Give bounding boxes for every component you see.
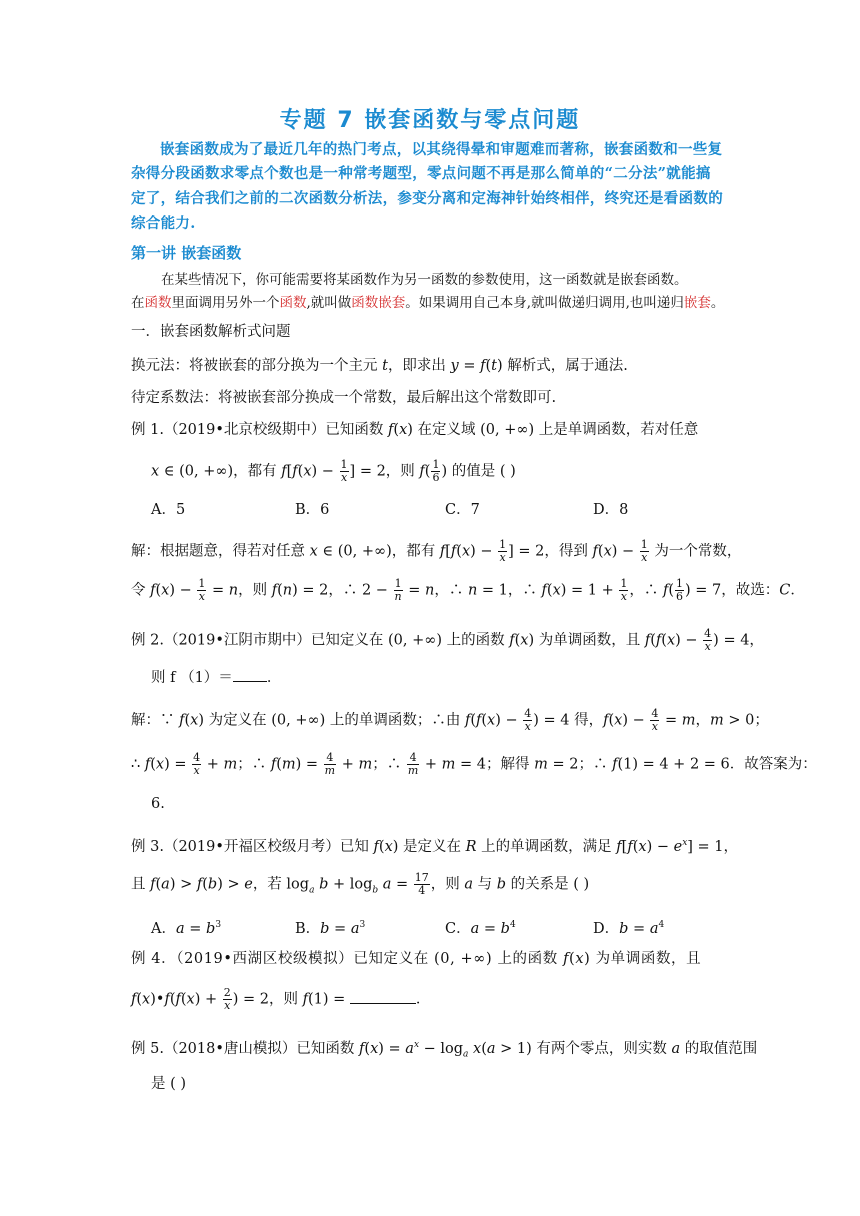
example-1-option-b: B．6 — [295, 502, 330, 518]
part-heading: 一．嵌套函数解析式问题 — [131, 324, 291, 340]
example-1-solution-2: 令 f(x) − $\frac{1}{x}$ = n，则 f(n) = 2，∴ 2 − $\frac{1}{n}$ = n，∴ n = 1，∴ f(x) = 1 + $\frac{1}{x}$ ，∴ f( $\frac{1}{6}$ ) = 7，故选：C． — [131, 577, 805, 603]
example-2-line-1: 例 2.（2019•江阴市期中）已知定义在 (0, +∞) 上的函数 f(x) 为单调函数，且 f(f(x) − $\frac{4}{x}$ ) = 4， — [131, 627, 764, 653]
example-1-option-c: C．7 — [445, 502, 480, 518]
example-2-solution-2: ∴ f(x) = $\frac{4}{x}$ + m；∴ f(m) = $\frac{4}{m}$ + m；∴ $\frac{4}{m}$ + m = 4；解得 m = 2；∴ f(1) = 4 + 2 = 6．故答案为： — [131, 751, 817, 777]
example-3-option-b: B．$b = a^3$ — [295, 920, 366, 937]
example-2-answer: 6. — [151, 796, 165, 812]
intro-line-4: 综合能力. — [131, 215, 196, 232]
example-3-line-1: 例 3.（2019•开福区校级月考）已知 f(x) 是定义在 R 上的单调函数，满足 $f[f(x) - e^x] = 1$， — [131, 838, 739, 855]
example-5-line-2: 是 ( ) — [151, 1076, 187, 1092]
method-substitution: 换元法：将被嵌套的部分换为一个主元 t，即求出 y = f(t) 解析式，属于通法. — [131, 358, 628, 374]
example-1-line-2: x ∈ (0, +∞)，都有 f[f(x) − $\frac{1}{x}$ ] = 2，则 f( $\frac{1}{6}$ ) 的值是 ( ) — [151, 458, 516, 484]
highlight-text: 函数 — [144, 295, 172, 311]
example-3-line-2: 且 f(a) > f(b) > e，若 $\log_a b + \log_b a$ = $\frac{17}{4}$ ，则 a 与 b 的关系是 ( ) — [131, 871, 590, 897]
lecture-para-1: 在某些情况下，你可能需要将某函数作为另一函数的参数使用，这一函数就是嵌套函数。 — [161, 272, 688, 288]
example-3-option-a: A．$a = b^3$ — [151, 920, 222, 937]
lecture-heading: 第一讲 嵌套函数 — [131, 244, 242, 262]
example-4-line-1: 例 4．（2019•西湖区校级模拟）已知定义在 (0, +∞) 上的函数 f(x) 为单调函数，且 — [131, 951, 702, 967]
answer-blank — [233, 667, 267, 682]
answer-blank — [350, 989, 416, 1004]
example-1-option-a: A．5 — [151, 502, 186, 518]
example-3-option-d: D．$b = a^4$ — [593, 920, 665, 937]
intro-line-3: 定了，结合我们之前的二次函数分析法，参变分离和定海神针始终相伴，终究还是看函数的 — [131, 190, 723, 207]
lecture-para-2: 在函数里面调用另外一个函数,就叫做函数嵌套。如果调用自己本身,就叫做递归调用,也叫递归嵌套。 — [131, 295, 725, 311]
highlight-text: 函数 — [279, 295, 307, 311]
example-1-answer: C — [779, 582, 791, 599]
example-2-line-2: 则 f （1）＝ ． — [151, 667, 281, 688]
method-undetermined: 待定系数法：将被嵌套部分换成一个常数，最后解出这个常数即可. — [131, 390, 557, 406]
example-1-option-d: D．8 — [593, 502, 629, 518]
example-1-line-1: 例 1.（2019•北京校级期中）已知函数 f(x) 在定义域 (0, +∞) 上是单调函数，若对任意 — [131, 422, 699, 438]
highlight-text: 函数嵌套 — [351, 295, 406, 311]
intro-line-1: 嵌套函数成为了最近几年的热门考点，以其绕得晕和审题难而著称，嵌套函数和一些复 — [160, 141, 723, 158]
intro-line-2: 杂得分段函数求零点个数也是一种常考题型，零点问题不再是那么简单的“二分法”就能搞 — [131, 165, 711, 182]
example-1-solution-1: 解：根据题意，得若对任意 x ∈ (0, +∞)，都有 f[f(x) − $\frac{1}{x}$ ] = 2，得到 f(x) − $\frac{1}{x}$ 为一个常数， — [131, 538, 742, 564]
highlight-text: 嵌套 — [683, 295, 711, 311]
example-4-line-2: f(x)•f(f(x) + $\frac{2}{x}$ ) = 2，则 f(1) = ． — [131, 986, 431, 1012]
example-5-line-1: 例 5.（2018•唐山模拟）已知函数 $f(x) = a^x - \log_a x(a > 1)$ 有两个零点，则实数 a 的取值范围 — [131, 1040, 758, 1060]
example-2-solution-1: 解：∵ f(x) 为定义在 (0, +∞) 上的单调函数；∴由 f(f(x) − $\frac{4}{x}$ ) = 4 得，f(x) − $\frac{4}{x}$ = m，m > 0； — [131, 707, 769, 733]
page-title: 专题 7 嵌套函数与零点问题 — [279, 108, 581, 133]
example-3-option-c: C．$a = b^4$ — [445, 920, 516, 937]
